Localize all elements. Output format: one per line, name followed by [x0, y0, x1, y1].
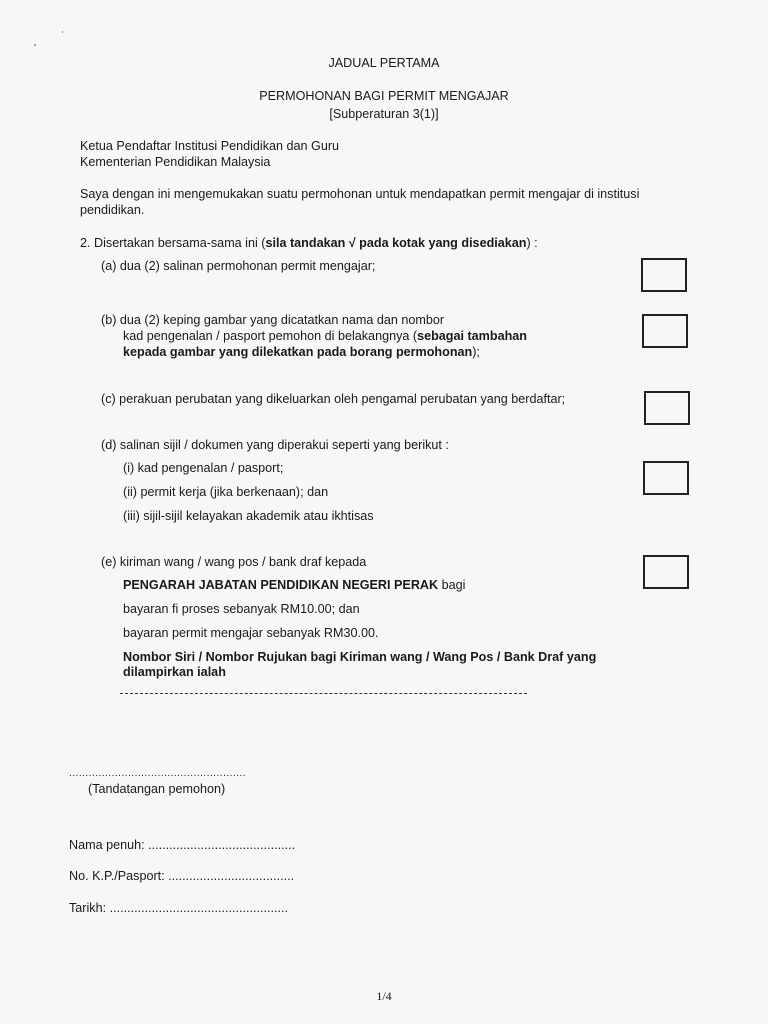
- item-e-line-5: Nombor Siri / Nombor Rujukan bagi Kiriman wang / Wang Pos / Bank Draf yang: [123, 650, 597, 664]
- item-d-i: (i) kad pengenalan / pasport;: [123, 461, 284, 475]
- section-2-instruction: sila tandakan √ pada kotak yang disediakan: [265, 236, 527, 250]
- checkbox-item-a[interactable]: [641, 258, 687, 292]
- checkbox-item-b[interactable]: [642, 314, 688, 348]
- checkbox-item-d[interactable]: [643, 461, 689, 495]
- form-reference: [Subperaturan 3(1)]: [329, 107, 439, 121]
- checkbox-item-e[interactable]: [643, 555, 689, 589]
- full-name-field[interactable]: Nama penuh: ..........................................: [69, 838, 296, 852]
- item-b-bold-text-2: kepada gambar yang dilekatkan pada borang permohonan: [123, 345, 473, 359]
- item-e-line-1: (e) kiriman wang / wang pos / bank draf kepada: [101, 555, 367, 569]
- form-title: JADUAL PERTAMA: [328, 56, 440, 70]
- item-e-line-4: bayaran permit mengajar sebanyak RM30.00.: [123, 626, 379, 640]
- intro-line-2: pendidikan.: [80, 203, 145, 217]
- section-2-suffix: ) :: [526, 236, 538, 250]
- item-b-line-3: [123, 345, 480, 360]
- item-a: (a) dua (2) salinan permohonan permit mengajar;: [101, 259, 376, 273]
- item-b-end: );: [472, 345, 480, 359]
- item-e-line-2: [123, 578, 465, 593]
- item-e-payee: PENGARAH JABATAN PENDIDIKAN NEGERI PERAK: [123, 578, 439, 592]
- addressee-line-2: Kementerian Pendidikan Malaysia: [80, 155, 271, 169]
- addressee-line-1: Ketua Pendaftar Institusi Pendidikan dan Guru: [80, 139, 340, 153]
- item-d-iii: (iii) sijil-sijil kelayakan akademik atau ikhtisas: [123, 509, 374, 523]
- item-d: (d) salinan sijil / dokumen yang diperakui seperti yang berikut :: [101, 438, 449, 452]
- date-field[interactable]: Tarikh: ...................................................: [69, 901, 289, 915]
- scan-speck: [34, 44, 36, 46]
- scan-speck: [62, 31, 63, 33]
- section-2-heading: [80, 236, 538, 251]
- page-number: 1/4: [376, 989, 392, 1003]
- item-e-payee-suffix: bagi: [438, 578, 466, 592]
- item-b-line-1: (b) dua (2) keping gambar yang dicatatkan nama dan nombor: [101, 313, 445, 327]
- signature-label: (Tandatangan pemohon): [88, 782, 226, 796]
- item-c: (c) perakuan perubatan yang dikeluarkan oleh pengamal perubatan yang berdaftar;: [101, 392, 566, 406]
- section-2-prefix: 2. Disertakan bersama-sama ini (: [80, 236, 266, 250]
- item-d-ii: (ii) permit kerja (jika berkenaan); dan: [123, 485, 329, 499]
- item-b-line-2: [123, 329, 527, 344]
- item-e-line-6: dilampirkan ialah: [123, 665, 226, 679]
- item-e-line-3: bayaran fi proses sebanyak RM10.00; dan: [123, 602, 360, 616]
- ic-passport-field[interactable]: No. K.P./Pasport: ....................................: [69, 869, 295, 883]
- reference-number-line[interactable]: [120, 693, 527, 694]
- form-subtitle: PERMOHONAN BAGI PERMIT MENGAJAR: [259, 89, 509, 103]
- item-b-text: kad pengenalan / pasport pemohon di belakangnya (: [123, 329, 418, 343]
- intro-line-1: Saya dengan ini mengemukakan suatu permohonan untuk mendapatkan permit mengajar di institusi: [80, 187, 640, 201]
- checkbox-item-c[interactable]: [644, 391, 690, 425]
- item-b-bold-text: sebagai tambahan: [417, 329, 527, 343]
- signature-line[interactable]: ......................................................: [69, 768, 247, 779]
